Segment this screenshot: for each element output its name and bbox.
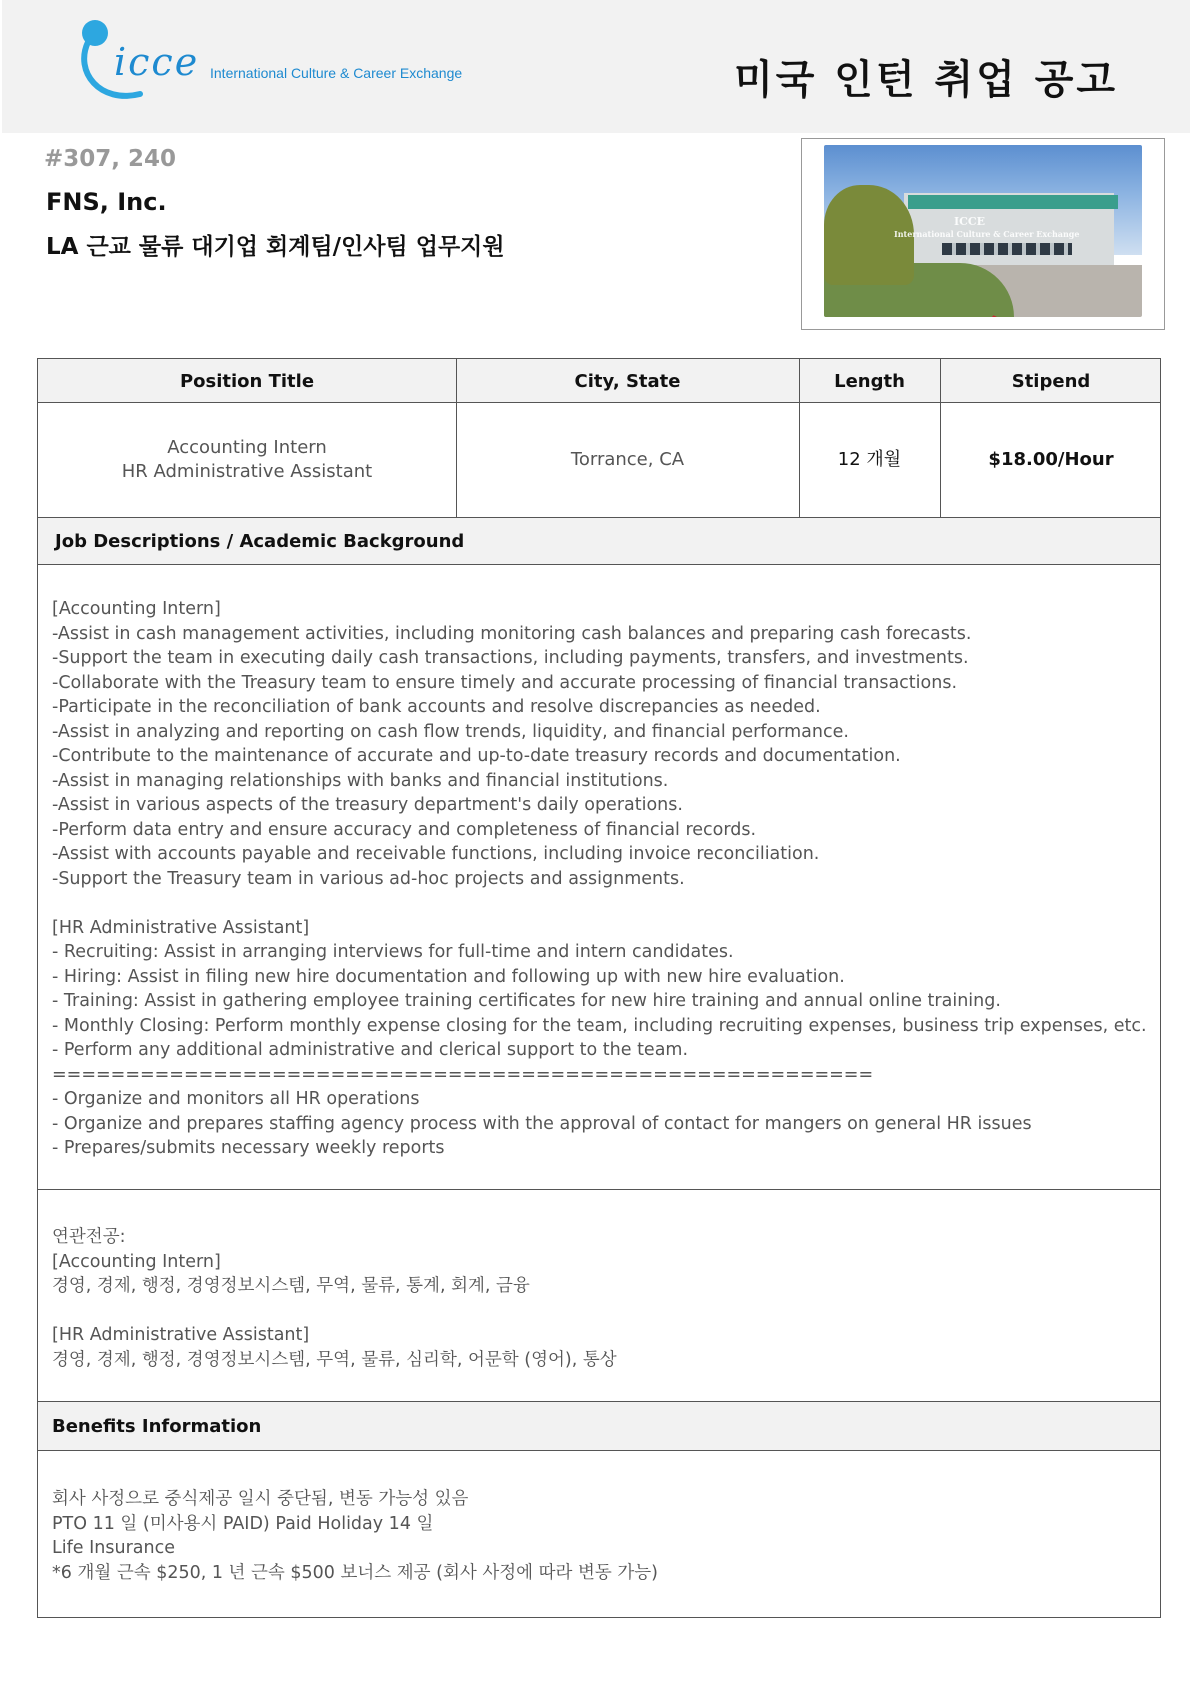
company-building-photo	[824, 145, 1142, 317]
accounting-duty: -Contribute to the maintenance of accurate and up-to-date treasury records and documentation.	[52, 746, 901, 766]
page-title: 미국 인턴 취업 공고	[734, 57, 1118, 103]
accounting-duty: -Assist with accounts payable and receivable functions, including invoice reconciliation.	[52, 844, 820, 864]
section-divider	[38, 1189, 1160, 1190]
hr-extra-duty: - Prepares/submits necessary weekly reports	[52, 1138, 445, 1158]
position-accounting-intern: Accounting Intern	[167, 437, 327, 458]
hr-duty: - Hiring: Assist in filing new hire documentation and following up with new hire evaluation.	[52, 966, 845, 987]
majors-accounting-list: 경영, 경제, 행정, 경영정보시스템, 무역, 물류, 통계, 회계, 금융	[52, 1276, 530, 1296]
header-city-state: City, State	[574, 370, 681, 392]
benefit-line: Life Insurance	[52, 1538, 175, 1558]
hr-duty: - Monthly Closing: Perform monthly expense closing for the team, including recruiting expenses, business trip expenses, etc.	[52, 1015, 1147, 1036]
accounting-duty: -Assist in various aspects of the treasury department's daily operations.	[52, 795, 683, 815]
posting-id: #307, 240	[44, 146, 177, 172]
header-band	[2, 0, 1190, 133]
accounting-duty: -Assist in cash management activities, including monitoring cash balances and preparing cash forecasts.	[52, 623, 972, 644]
accounting-duty: -Support the team in executing daily cash transactions, including payments, transfers, and investments.	[52, 648, 969, 668]
hr-section-title: [HR Administrative Assistant]	[52, 917, 310, 938]
photo-watermark-title: ICCE	[954, 215, 986, 228]
header-position-title: Position Title	[179, 370, 315, 392]
benefits-section-title: Benefits Information	[38, 1401, 1160, 1451]
company-name: FNS, Inc.	[46, 188, 167, 216]
company-photo-frame	[801, 138, 1165, 330]
cell-position-title	[38, 403, 456, 517]
posting-table	[37, 358, 1161, 1618]
header-stipend: Stipend	[1011, 370, 1091, 392]
separator-line: ========================================================	[52, 1064, 874, 1085]
hr-extra-duty: - Organize and monitors all HR operations	[52, 1089, 420, 1109]
hr-duty: - Perform any additional administrative and clerical support to the team.	[52, 1040, 689, 1060]
accounting-duty: -Perform data entry and ensure accuracy and completeness of financial records.	[52, 819, 757, 840]
hr-extra-duty: - Organize and prepares staffing agency process with the approval of contact for mangers on general HR issues	[52, 1113, 1032, 1134]
header-length: Length	[834, 370, 905, 392]
job-section-title: Job Descriptions / Academic Background	[38, 517, 1160, 565]
hr-duty: - Recruiting: Assist in arranging interviews for full-time and intern candidates.	[52, 942, 734, 962]
cell-stipend: $18.00/Hour	[988, 449, 1114, 470]
related-majors-label: 연관전공:	[52, 1227, 126, 1247]
majors-hr-list: 경영, 경제, 행정, 경영정보시스템, 무역, 물류, 심리학, 어문학 (영어), 통상	[52, 1349, 617, 1370]
benefit-line: PTO 11 일 (미사용시 PAID) Paid Holiday 14 일	[52, 1513, 434, 1534]
accounting-duty: -Assist in managing relationships with banks and financial institutions.	[52, 770, 669, 791]
accounting-duty: -Collaborate with the Treasury team to ensure timely and accurate processing of financial transactions.	[52, 672, 958, 693]
position-hr-assistant: HR Administrative Assistant	[121, 461, 373, 482]
cell-length: 12 개월	[837, 449, 902, 470]
logo-dot-icon	[82, 20, 108, 46]
logo-tagline: International Culture & Career Exchange	[210, 65, 463, 81]
related-majors-body	[52, 1225, 617, 1372]
accounting-duty: -Assist in analyzing and reporting on cash flow trends, liquidity, and financial performance.	[52, 721, 849, 742]
job-description-body	[52, 597, 1147, 1161]
majors-hr-title: [HR Administrative Assistant]	[52, 1325, 310, 1345]
benefit-line: *6 개월 근속 $250, 1 년 근속 $500 보너스 제공 (회사 사정에 따라 변동 가능)	[52, 1562, 658, 1583]
benefits-body	[52, 1487, 658, 1585]
photo-watermark-tagline: International Culture & Career Exchange	[894, 229, 1080, 239]
cell-city-state: Torrance, CA	[570, 449, 685, 470]
accounting-duty: -Support the Treasury team in various ad-hoc projects and assignments.	[52, 868, 685, 889]
accounting-section-title: [Accounting Intern]	[52, 599, 221, 619]
accounting-duty: -Participate in the reconciliation of bank accounts and resolve discrepancies as needed.	[52, 697, 821, 717]
posting-subtitle: LA 근교 물류 대기업 회계팀/인사팀 업무지원	[46, 234, 505, 260]
benefit-line: 회사 사정으로 중식제공 일시 중단됨, 변동 가능성 있음	[52, 1489, 469, 1509]
majors-accounting-title: [Accounting Intern]	[52, 1251, 221, 1272]
icce-logo	[80, 20, 500, 110]
hr-duty: - Training: Assist in gathering employee training certificates for new hire training and annual online training.	[52, 991, 1001, 1011]
logo-word: icce	[114, 40, 200, 84]
